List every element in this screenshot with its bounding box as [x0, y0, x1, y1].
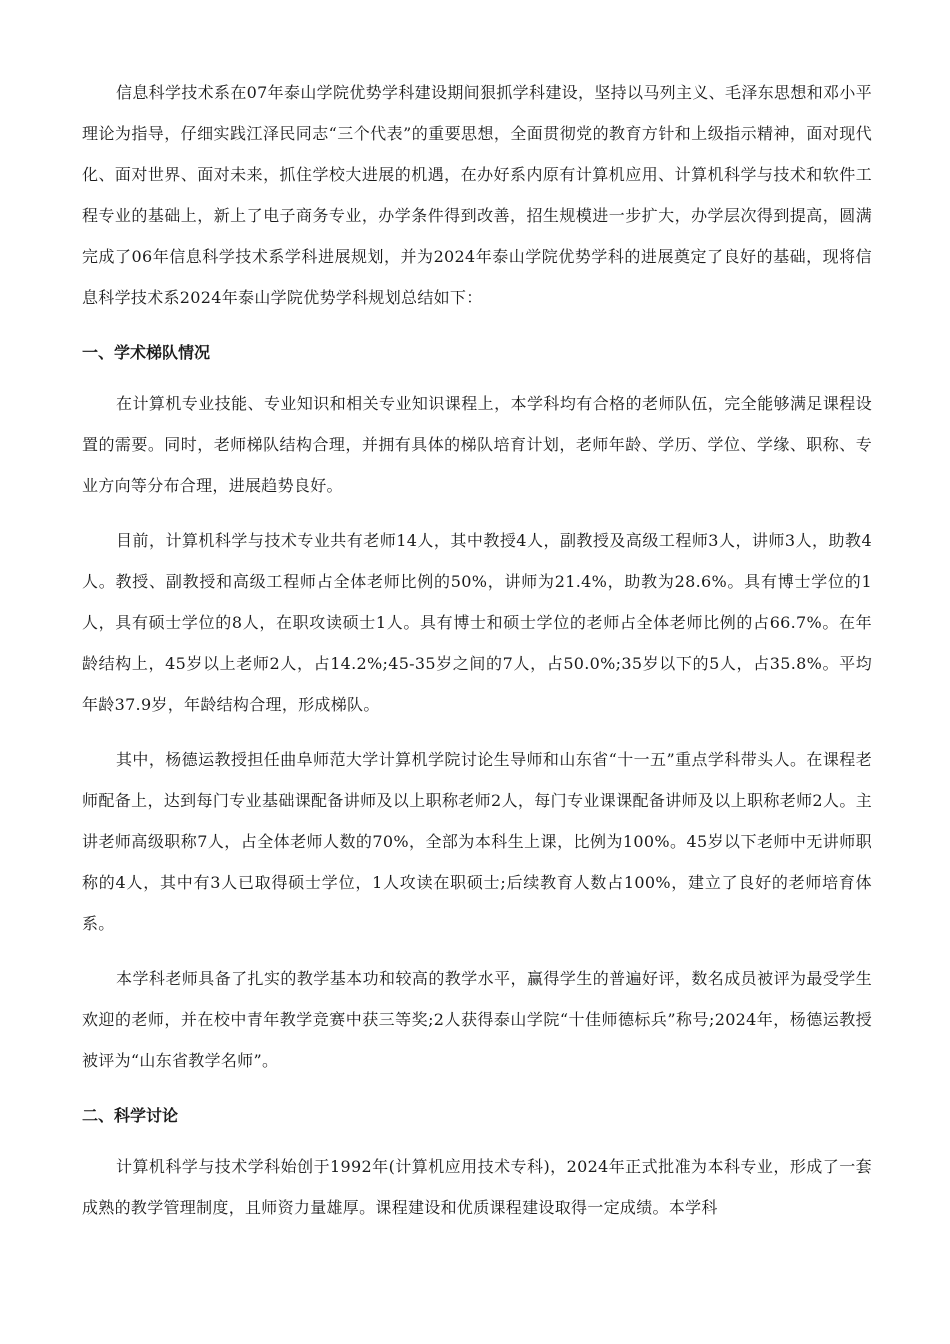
section-heading-academic-team: 一、学术梯队情况 [82, 343, 211, 362]
document-page [82, 72, 872, 1242]
section1-paragraph-4: 本学科老师具备了扎实的教学基本功和较高的教学水平，赢得学生的普遍好评，数名成员被评为最受学生欢迎的老师，并在校中青年教学竞赛中获三等奖;2人获得泰山学院“十佳师德标兵”称号;2024年，杨德运教授被评为“山东省教学名师”。 [82, 969, 872, 1070]
section1-paragraph-2: 目前，计算机科学与技术专业共有老师14人，其中教授4人，副教授及高级工程师3人，讲师3人，助教4人。教授、副教授和高级工程师占全体老师比例的50%，讲师为21.4%，助教为28.6%。具有博士学位的1人，具有硕士学位的8人，在职攻读硕士1人。具有博士和硕士学位的老师占全体老师比例的占66.7%。在年龄结构上，45岁以上老师2人，占14.2%;45-35岁之间的7人，占50.0%;35岁以下的5人，占35.8%。平均年龄37.9岁，年龄结构合理，形成梯队。 [82, 531, 872, 714]
section1-paragraph-1: 在计算机专业技能、专业知识和相关专业知识课程上，本学科均有合格的老师队伍，完全能够满足课程设置的需要。同时，老师梯队结构合理，并拥有具体的梯队培育计划，老师年龄、学历、学位、学缘、职称、专业方向等分布合理，进展趋势良好。 [82, 394, 872, 495]
section-heading-research: 二、科学讨论 [82, 1106, 179, 1125]
section1-paragraph-3: 其中，杨德运教授担任曲阜师范大学计算机学院讨论生导师和山东省“十一五”重点学科带头人。在课程老师配备上，达到每门专业基础课配备讲师及以上职称老师2人，每门专业课课配备讲师及以上职称老师2人。主讲老师高级职称7人，占全体老师人数的70%，全部为本科生上课，比例为100%。45岁以下老师中无讲师职称的4人，其中有3人已取得硕士学位，1人攻读在职硕士;后续教育人数占100%，建立了良好的老师培育体系。 [82, 750, 872, 933]
section2-paragraph-1: 计算机科学与技术学科始创于1992年(计算机应用技术专科)，2024年正式批准为本科专业，形成了一套成熟的教学管理制度，且师资力量雄厚。课程建设和优质课程建设取得一定成绩。本学科 [82, 1157, 872, 1217]
intro-paragraph: 信息科学技术系在07年泰山学院优势学科建设期间狠抓学科建设，坚持以马列主义、毛泽东思想和邓小平理论为指导，仔细实践江泽民同志“三个代表”的重要思想，全面贯彻党的教育方针和上级指示精神，面对现代化、面对世界、面对未来，抓住学校大进展的机遇，在办好系内原有计算机应用、计算机科学与技术和软件工程专业的基础上，新上了电子商务专业，办学条件得到改善，招生规模进一步扩大，办学层次得到提高，圆满完成了06年信息科学技术系学科进展规划，并为2024年泰山学院优势学科的进展奠定了良好的基础，现将信息科学技术系2024年泰山学院优势学科规划总结如下： [82, 83, 872, 307]
